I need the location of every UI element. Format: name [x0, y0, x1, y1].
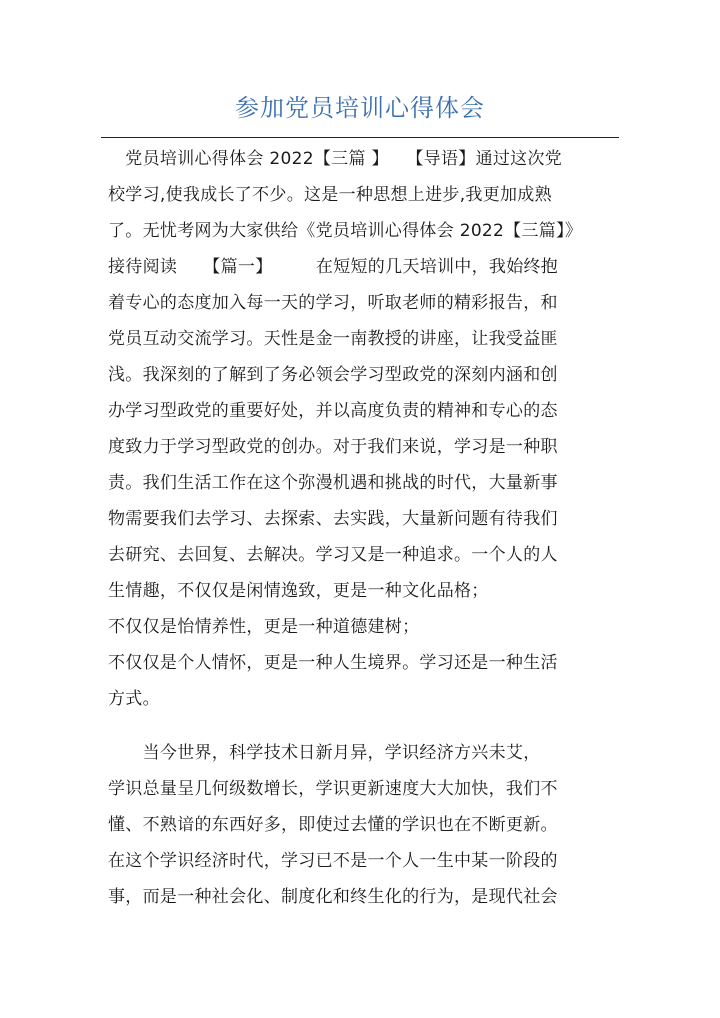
text-line: 校学习,使我成长了不少。这是一种思想上进步,我更加成熟	[108, 185, 552, 205]
text-line: 着专心的态度加入每一天的学习，听取老师的精彩报告，和	[108, 293, 558, 313]
text-line: 事，而是一种社会化、制度化和终生化的行为，是现代社会	[108, 887, 558, 907]
text-line: 不仅仅是个人情怀，更是一种人生境界。学习还是一种生活	[108, 653, 558, 673]
text-line: 浅。我深刻的了解到了务必领会学习型政党的深刻内涵和创	[108, 365, 558, 385]
text-line: 接待阅读 【篇一】 在短短的几天培训中，我始终抱	[108, 257, 559, 277]
text-line: 办学习型政党的重要好处，并以高度负责的精神和专心的态	[108, 401, 558, 421]
text-line: 在这个学识经济时代，学习已不是一个人一生中某一阶段的	[108, 851, 558, 871]
text-line: 生情趣，不仅仅是闲情逸致，更是一种文化品格；	[108, 581, 489, 601]
text-line: 党员互动交流学习。天性是金一南教授的讲座，让我受益匪	[108, 329, 558, 349]
text-line: 当今世界，科学技术日新月异，学识经济方兴未艾，	[108, 743, 541, 763]
text-line: 度致力于学习型政党的创办。对于我们来说，学习是一种职	[108, 437, 558, 457]
title-underline	[101, 137, 619, 138]
document-title: 参加党员培训心得体会	[235, 94, 485, 122]
text-line: 党员培训心得体会 2022【三篇 】 【导语】通过这次党	[108, 149, 563, 169]
paragraph-1	[108, 141, 616, 717]
text-line: 责。我们生活工作在这个弥漫机遇和挑战的时代，大量新事	[108, 473, 558, 493]
text-line: 方式。	[108, 689, 160, 709]
text-line: 去研究、去回复、去解决。学习又是一种追求。一个人的人	[108, 545, 558, 565]
text-line: 物需要我们去学习、去探索、去实践，大量新问题有待我们	[108, 509, 558, 529]
document-body	[108, 141, 616, 915]
text-line: 懂、不熟谙的东西好多，即使过去懂的学识也在不断更新。	[108, 815, 558, 835]
text-line: 不仅仅是怡情养性，更是一种道德建树；	[108, 617, 420, 637]
text-line: 了。无忧考网为大家供给《党员培训心得体会 2022【三篇】》	[108, 221, 583, 241]
paragraph-gap	[108, 717, 616, 735]
paragraph-2	[108, 735, 616, 915]
text-line: 学识总量呈几何级数增长，学识更新速度大大加快，我们不	[108, 779, 558, 799]
